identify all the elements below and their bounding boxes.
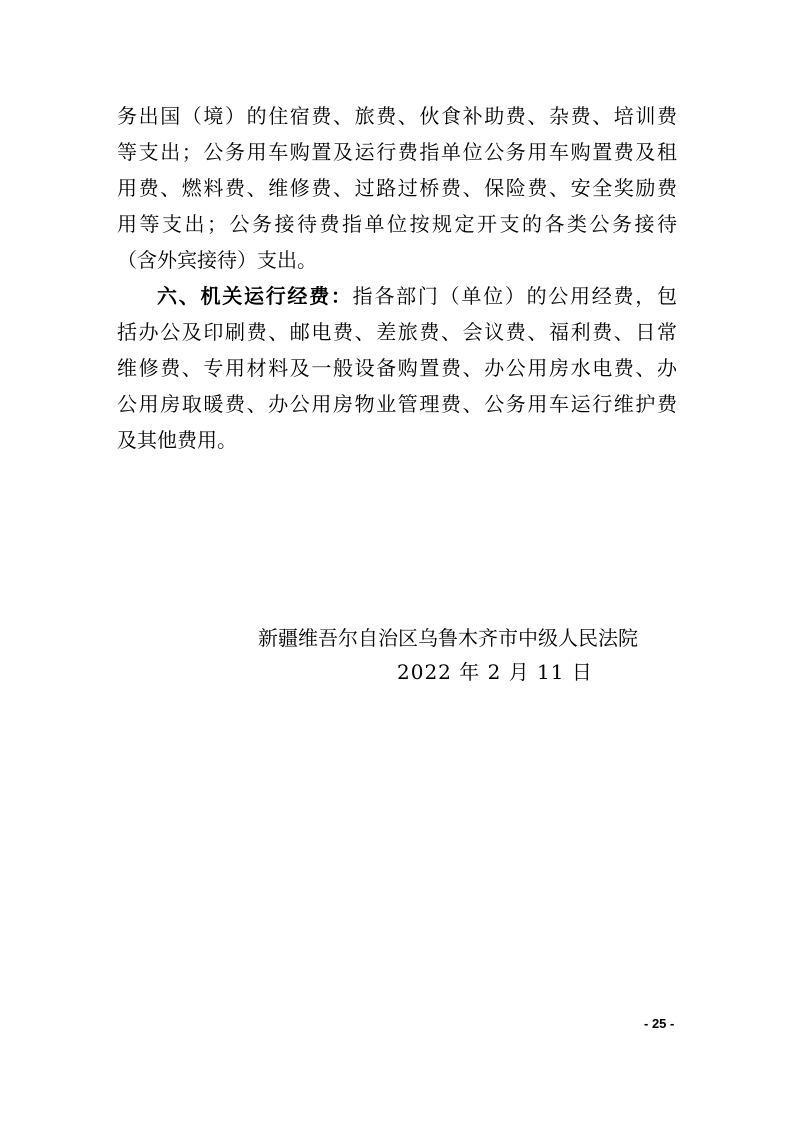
paragraph-line: 等支出；公务用车购置及运行费指单位公务用车购置费及租 [117, 140, 677, 164]
paragraph-line: 维修费、专用材料及一般设备购置费、办公用房水电费、办 [117, 356, 677, 380]
page-number: - 25 - [644, 1016, 675, 1031]
paragraph-line: 公用房取暖费、办公用房物业管理费、公务用车运行维护费 [117, 392, 677, 416]
paragraph-line: 用费、燃料费、维修费、过路过桥费、保险费、安全奖励费 [117, 176, 677, 200]
paragraph-heading-line [117, 278, 677, 314]
paragraph-line: 及其他费用。 [117, 428, 237, 452]
paragraph-line: （含外宾接待）支出。 [117, 248, 317, 272]
paragraph-line: 务出国（境）的住宿费、旅费、伙食补助费、杂费、培训费 [117, 104, 677, 128]
paragraph-line: 括办公及印刷费、邮电费、差旅费、会议费、福利费、日常 [117, 320, 677, 344]
paragraph-line: 用等支出；公务接待费指单位按规定开支的各类公务接待 [117, 212, 677, 236]
body-text [117, 98, 677, 458]
heading-line-text: 指各部门（单位）的公用经费，包 [352, 284, 678, 308]
signature-organization: 新疆维吾尔自治区乌鲁木齐市中级人民法院 [258, 626, 638, 650]
signature-date: 2022 年 2 月 11 日 [397, 660, 593, 684]
section-heading: 六、机关运行经费： [157, 284, 353, 308]
